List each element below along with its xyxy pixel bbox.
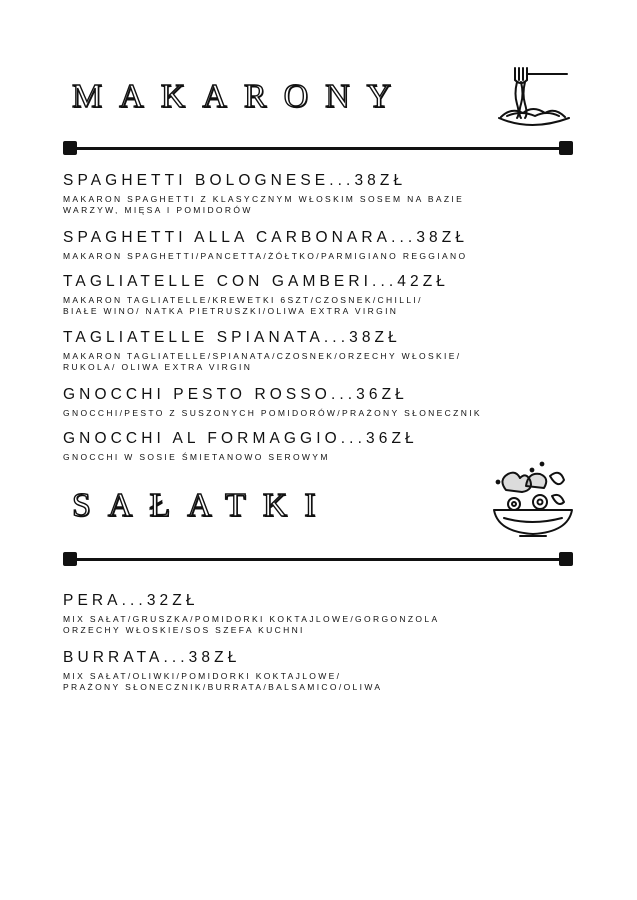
menu-item-title: TAGLIATELLE SPIANATA...38ZŁ [63, 329, 401, 346]
menu-item [63, 229, 583, 262]
menu-item-description: GNOCCHI W SOSIE ŚMIETANOWO SEROWYM [63, 452, 330, 462]
menu-item-title: SPAGHETTI ALLA CARBONARA...38ZŁ [63, 229, 469, 246]
divider-bar [71, 147, 565, 150]
salad-bowl-icon [490, 460, 576, 544]
menu-item [63, 649, 583, 693]
menu-item-description: MAKARON TAGLIATELLE/SPIANATA/CZOSNEK/ORZECHY WŁOSKIE/ RUKOLA/ OLIWA EXTRA VIRGIN [63, 351, 462, 372]
menu-item-title: SPAGHETTI BOLOGNESE...38ZŁ [63, 172, 407, 189]
divider-cap-right [559, 141, 573, 155]
menu-item-description: MIX SAŁAT/GRUSZKA/POMIDORKI KOKTAJLOWE/GORGONZOLA ORZECHY WŁOSKIE/SOS SZEFA KUCHNI [63, 614, 440, 635]
menu-item-description: MAKARON SPAGHETTI Z KLASYCZNYM WŁOSKIM SOSEM NA BAZIE WARZYW, MIĘSA I POMIDORÓW [63, 194, 465, 215]
section-title-makarony: MAKARONY [72, 78, 409, 115]
menu-item-title: PERA...32ZŁ [63, 592, 199, 609]
menu-item [63, 430, 583, 463]
menu-item-title: GNOCCHI PESTO ROSSO...36ZŁ [63, 386, 408, 403]
section-divider [63, 550, 573, 568]
section-divider [63, 139, 573, 157]
menu-item [63, 592, 583, 636]
menu-item [63, 273, 583, 317]
menu-item-description: MIX SAŁAT/OLIWKI/POMIDORKI KOKTAJLOWE/ PRAŻONY SŁONECZNIK/BURRATA/BALSAMICO/OLIWA [63, 671, 383, 692]
menu-item-description: MAKARON TAGLIATELLE/KREWETKI 6SZT/CZOSNEK/CHILLI/ BIAŁE WINO/ NATKA PIETRUSZKI/OLIWA EXTRA VIRGIN [63, 295, 423, 316]
menu-item-title: TAGLIATELLE CON GAMBERI...42ZŁ [63, 273, 450, 290]
menu-item [63, 329, 583, 373]
menu-item-title: GNOCCHI AL FORMAGGIO...36ZŁ [63, 430, 418, 447]
menu-item-description: MAKARON SPAGHETTI/PANCETTA/ŻÓŁTKO/PARMIGIANO REGGIANO [63, 251, 468, 261]
menu-item [63, 386, 583, 419]
section-title-salatki: SAŁATKI [72, 487, 333, 524]
divider-cap-right [559, 552, 573, 566]
divider-bar [71, 558, 565, 561]
menu-item-title: BURRATA...38ZŁ [63, 649, 241, 666]
menu-item [63, 172, 583, 216]
spaghetti-fork-icon [493, 62, 573, 130]
menu-item-description: GNOCCHI/PESTO Z SUSZONYCH POMIDORÓW/PRAŻONY SŁONECZNIK [63, 408, 482, 418]
